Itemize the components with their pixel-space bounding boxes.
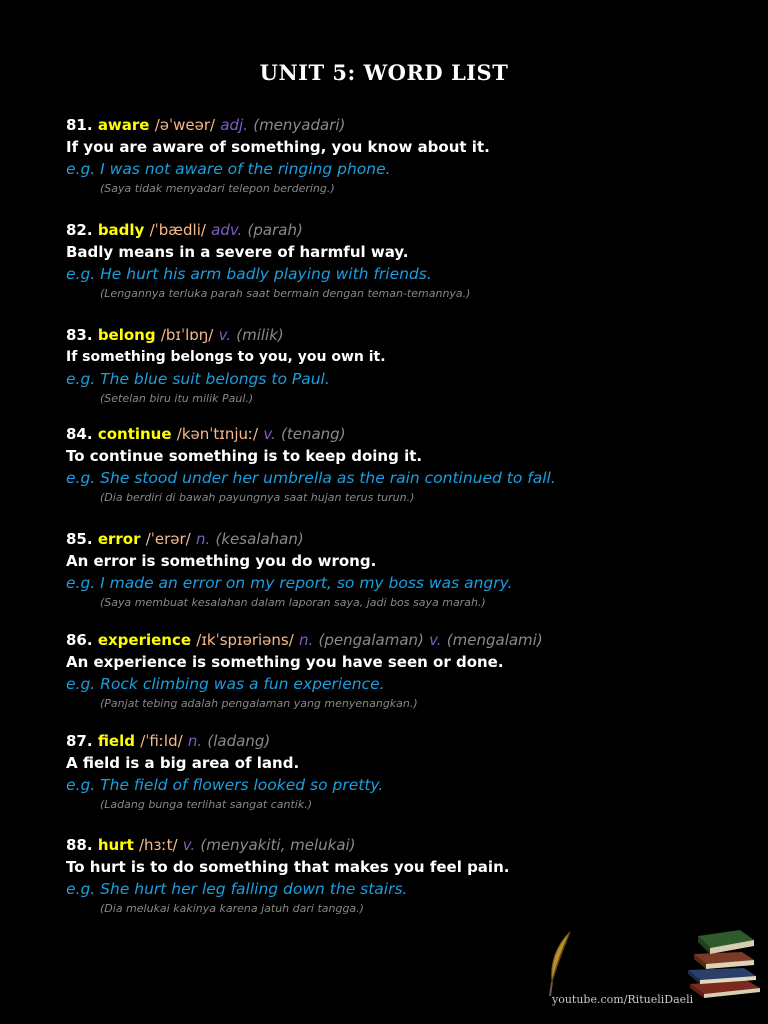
entry-definition: Badly means in a severe of harmful way. (66, 243, 409, 261)
entry-pronunciation: /kənˈtɪnjuː/ (176, 425, 259, 443)
entry-pronunciation: /ˈbædli/ (149, 221, 206, 239)
channel-url: youtube.com/RitueliDaeli (552, 993, 694, 1006)
quill-icon (540, 930, 580, 1000)
word-entry (66, 423, 756, 505)
entry-pronunciation: /ɪkˈspɪəriəns/ (196, 631, 294, 649)
entry-part-of-speech: adj. (220, 116, 248, 134)
entry-definition: A field is a big area of land. (66, 754, 300, 772)
entry-example: e.g. Rock climbing was a fun experience. (66, 675, 385, 693)
entry-pronunciation: /hɜːt/ (138, 836, 178, 854)
entry-definition: An error is something you do wrong. (66, 552, 377, 570)
entry-part-of-speech: n. (195, 530, 211, 548)
entry-word: belong (97, 326, 156, 344)
entry-example: e.g. She stood under her umbrella as the rain continued to fall. (66, 469, 556, 487)
entry-gloss: (menyadari) (253, 116, 346, 134)
entry-gloss: (menyakiti, melukai) (200, 836, 356, 854)
entry-example: e.g. She hurt her leg falling down the stairs. (66, 880, 408, 898)
entry-part-of-speech: adv. (211, 221, 243, 239)
entry-pronunciation: /bɪˈlɒŋ/ (160, 326, 214, 344)
entry-example: e.g. The blue suit belongs to Paul. (66, 370, 330, 388)
entry-definition: If you are aware of something, you know about it. (66, 138, 490, 156)
page-title: UNIT 5: WORD LIST (259, 60, 509, 85)
entry-part-of-speech: v. (218, 326, 232, 344)
entry-definition: To hurt is to do something that makes you feel pain. (66, 858, 510, 876)
entry-headline (66, 834, 756, 856)
word-entry (66, 528, 756, 610)
entry-number: 87. (66, 732, 93, 750)
entry-number: 82. (66, 221, 93, 239)
entry-headline (66, 219, 756, 241)
word-entry (66, 834, 756, 916)
entry-headline (66, 528, 756, 550)
entry-definition: If something belongs to you, you own it. (66, 349, 386, 365)
entry-number: 85. (66, 530, 93, 548)
entry-translation: (Setelan biru itu milik Paul.) (100, 392, 254, 405)
entry-number: 84. (66, 425, 93, 443)
entry-number: 83. (66, 326, 93, 344)
word-entry (66, 219, 756, 301)
books-icon (684, 924, 764, 1004)
entry-number: 88. (66, 836, 93, 854)
entry-number: 86. (66, 631, 93, 649)
entry-word: field (97, 732, 135, 750)
entry-translation: (Saya membuat kesalahan dalam laporan saya, jadi bos saya marah.) (100, 596, 486, 609)
entry-word: experience (97, 631, 192, 649)
entry-word: badly (97, 221, 145, 239)
entry-headline (66, 629, 756, 651)
word-entry (66, 324, 756, 406)
word-entry (66, 730, 756, 812)
entry-example: e.g. He hurt his arm badly playing with friends. (66, 265, 432, 283)
entry-word: continue (97, 425, 172, 443)
entry-headline (66, 423, 756, 445)
entry-gloss: (tenang) (281, 425, 346, 443)
entry-gloss: (milik) (236, 326, 284, 344)
entry-example: e.g. I made an error on my report, so my boss was angry. (66, 574, 513, 592)
entry-headline (66, 324, 756, 346)
entry-part-of-speech: n. (299, 631, 314, 649)
entry-gloss-2: (mengalami) (446, 631, 543, 649)
entry-gloss: (ladang) (207, 732, 271, 750)
entry-gloss: (parah) (247, 221, 303, 239)
entry-pronunciation: /əˈweər/ (154, 116, 216, 134)
word-entry (66, 114, 756, 196)
entry-word: aware (97, 116, 150, 134)
entry-definition: An experience is something you have seen or done. (66, 653, 504, 671)
entry-example: e.g. I was not aware of the ringing phone. (66, 160, 391, 178)
entry-definition: To continue something is to keep doing it. (66, 447, 423, 465)
entry-translation: (Saya tidak menyadari telepon berdering.) (100, 182, 335, 195)
entry-part-of-speech: v. (182, 836, 196, 854)
entry-example: e.g. The field of flowers looked so pretty. (66, 776, 384, 794)
entry-translation: (Dia berdiri di bawah payungnya saat hujan terus turun.) (100, 491, 415, 504)
entry-headline (66, 114, 756, 136)
entry-word: error (97, 530, 141, 548)
entry-number: 81. (66, 116, 93, 134)
entry-part-of-speech-2: v. (429, 631, 442, 649)
entry-gloss: (pengalaman) (318, 631, 424, 649)
entry-translation: (Lengannya terluka parah saat bermain dengan teman-temannya.) (100, 287, 471, 300)
entry-pronunciation: /ˈfiːld/ (140, 732, 183, 750)
entry-pronunciation: /ˈerər/ (145, 530, 191, 548)
entry-word: hurt (97, 836, 134, 854)
entry-translation: (Dia melukai kakinya karena jatuh dari tangga.) (100, 902, 364, 915)
entry-headline (66, 730, 756, 752)
entry-translation: (Ladang bunga terlihat sangat cantik.) (100, 798, 312, 811)
entry-gloss: (kesalahan) (215, 530, 304, 548)
entry-part-of-speech: v. (263, 425, 276, 443)
word-entry (66, 629, 756, 711)
entry-translation: (Panjat tebing adalah pengalaman yang menyenangkan.) (100, 697, 418, 710)
channel-logo (534, 924, 764, 1014)
entry-part-of-speech: n. (187, 732, 203, 750)
